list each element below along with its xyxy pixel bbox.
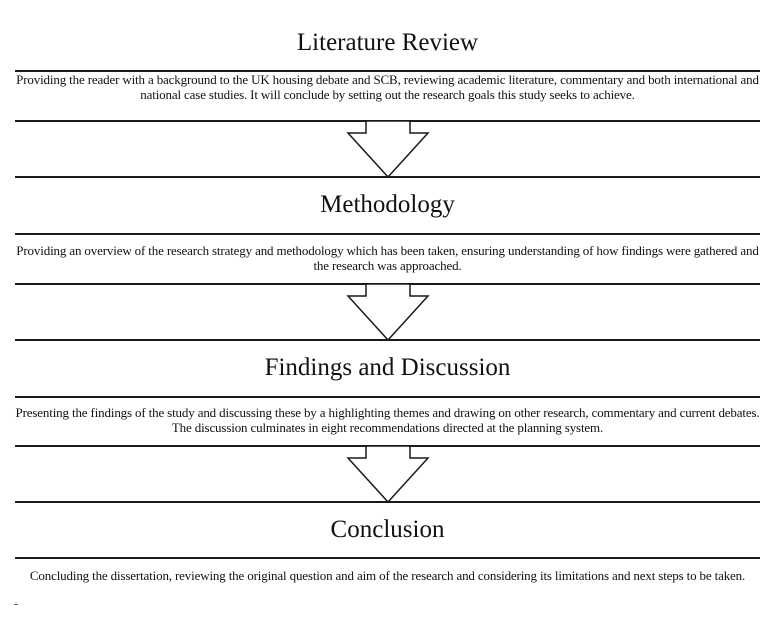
stage-description-conclusion: Concluding the dissertation, reviewing the original question and aim of the research and considering its limitations and next steps to be taken.: [29, 568, 746, 583]
divider-line: [15, 339, 760, 341]
stage-description-methodology: Providing an overview of the research strategy and methodology which has been taken, ensuring understanding of how findings were gathered and the research was approached.: [16, 243, 759, 273]
stage-title-literature-review: Literature Review: [296, 29, 479, 56]
corner-tick-mark: [14, 604, 18, 605]
stage-description-findings-and-discussion: Presenting the findings of the study and discussing these by a highlighting themes and drawing on other research, commentary and current debates. The discussion culminates in eight recommendations directed at the planning system.: [15, 405, 760, 435]
down-arrow-icon: [344, 284, 432, 342]
divider-line: [15, 233, 760, 235]
stage-title-methodology: Methodology: [320, 191, 455, 218]
down-arrow-icon: [344, 446, 432, 504]
divider-line: [15, 176, 760, 178]
stage-title-conclusion: Conclusion: [330, 516, 445, 543]
down-arrow-icon: [344, 121, 432, 179]
stage-title-findings-and-discussion: Findings and Discussion: [264, 354, 511, 381]
divider-line: [15, 501, 760, 503]
divider-line: [15, 557, 760, 559]
stage-description-literature-review: Providing the reader with a background to the UK housing debate and SCB, reviewing academic literature, commentary and both international and national case studies. It will conclude by setting out the research goals this study seeks to achieve.: [16, 72, 759, 102]
divider-line: [15, 396, 760, 398]
